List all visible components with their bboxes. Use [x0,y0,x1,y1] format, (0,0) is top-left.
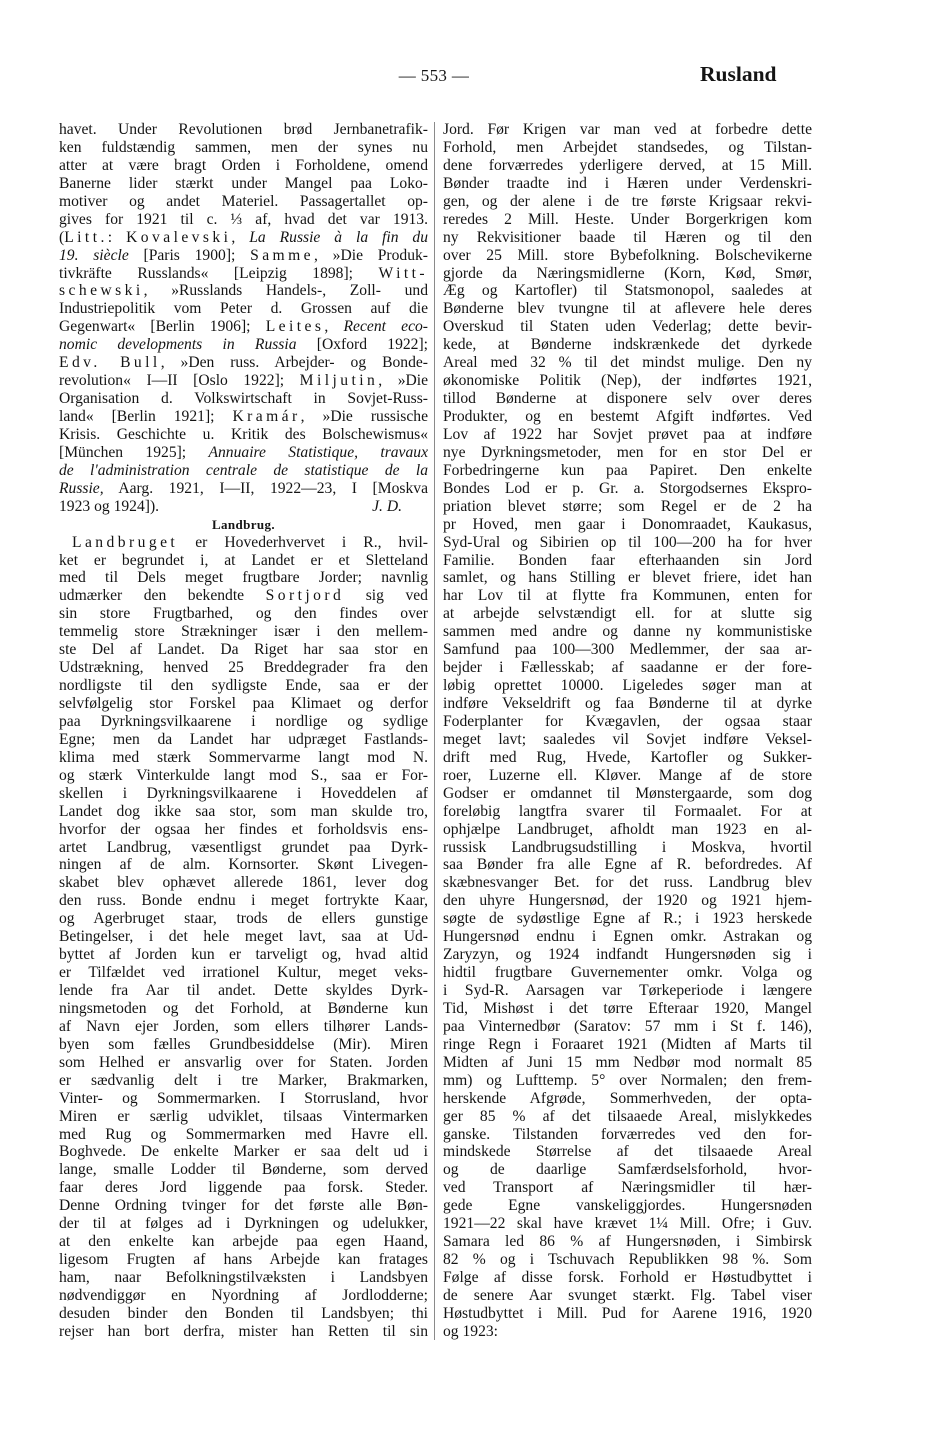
running-title: Rusland [700,62,777,86]
right-column-line: Følge af disse forsk. Forhold er Høstudbyttet i [443,1269,812,1286]
right-column-line: at arbejde selvstændigt ell. for at slutte sig [443,605,812,623]
right-column-line: den uhyre Hungersnød, der 1920 og 1921 hjem- [443,892,812,910]
right-column-line: russisk Landbrugsudstilling i Moskva, hvortil [443,838,812,856]
left-column-line: selvfølgelig stor Forskel paa Klimaet og derfor [59,695,428,712]
left-column-line: hvorfor der ogsaa her findes et forholdsvis ens- [59,820,428,838]
right-column-line: økonomiske Politik (Nep), der indførtes 1921, [443,372,812,390]
text-run: [München 1925]; [59,443,209,461]
right-column-line: Samfund paa 100—300 Medlemmer, der saa ar- [443,641,812,659]
column-divider [434,122,435,1340]
right-column-line: i Syd-R. Aarsagen var Tørkeperiode i længere [443,982,812,999]
left-column-line: byen som fælles Grundbesiddelse (Mir). Miren [59,1035,428,1053]
left-column-line: af Navn ejer Jorden, som ellers tilhører Lands- [59,1017,428,1035]
right-column-line: samlet, og hans Stilling er blevet friere, idet han [443,569,812,587]
text-run: tivkräfte Russlands« [Leipzig 1898]; [59,264,379,282]
left-column-line: lende fra Aar til andet. Dette skyldes Dyrk- [59,982,428,999]
right-column-line: Hungersnød endnu i Egnen omkr. Astrakan og [443,928,812,946]
text-run: 1923 og 1924]). [59,497,160,515]
left-column-line: Betingelser, i det hele meget lavt, saa at Ud- [59,928,428,946]
left-column-line: med Rug og Sommermarken med Havre ell. [59,1125,428,1143]
left-column-line [59,462,428,480]
left-column-line: faar deres Jord liggende paa forsk. Steder. [59,1179,428,1197]
text-run: [Oxford 1922]; [296,336,428,354]
section-heading: Landbrug. [211,516,276,532]
text-run: , »Die russische [300,408,428,425]
left-column-line: Denne Ordning tvinger for det første alle Bøn- [59,1197,428,1215]
left-column-line: som Helhed er ansvarlig over for Staten. Jorden [59,1053,428,1071]
right-column-line: Bønder traadte ind i Hæren under Verdenskri- [443,174,812,192]
right-column-line: Tid, Mishøst i det tørre Efteraar 1920, Mangel [443,999,812,1017]
right-column-line: mindskede Størrelse af det tilsaaede Areal [443,1143,812,1161]
italic-text: nomic developments in Russia [59,336,297,354]
text-run: Gegenwart« [Berlin 1906]; [59,318,266,336]
left-column-line [59,444,428,462]
right-column-line: de senere Aar svunget stærkt. Flg. Tabel viser [443,1286,812,1304]
right-column-line: gede Egne vanskeliggjordes. Hungersnøden [443,1197,812,1215]
right-column-line: Overskud til Staten uden Vederlag; dette bevir- [443,318,812,336]
spaced-text: Landbruget [72,533,179,551]
right-column-line: priation blevet større; som Regel er de 2 ha [443,497,812,515]
right-column-line: drift med Rug, Hvede, Kartofler og Sukker- [443,748,812,766]
left-column-line: gives for 1921 til c. ⅓ af, hvad det var 1913. [59,210,428,228]
left-column-line [59,354,428,372]
right-column-line: hidtil frugtbare Guvernementer omkr. Volga og [443,964,812,982]
right-column-line: 82 % og i Tschuvach Republikken 98 %. Som [443,1251,812,1269]
left-column-line: ken fuldstændig sammen, men der synes nu [59,138,428,156]
right-column-line: pr Hoved, men gaar i Donomraadet, Kaukasus, [443,515,812,533]
left-column-line: rejser han bort derfra, mister han Retten til sin [59,1322,428,1340]
right-column-line: Produkter, og en bestemt Afgift indførtes. Ved [443,408,812,425]
left-column-line: den russ. Bonde endnu i meget fortrykte Kaar, [59,892,428,910]
spaced-text: Witt- [378,264,428,282]
right-column-line: løbig oprettet 10000. Ligeledes søger man at [443,677,812,695]
left-column-line [59,480,428,498]
right-column-line: saa Bønder fra alle Egne af R. befordredes. Af [443,856,812,874]
right-column-line: Bondes Lod er p. Gr. a. Storgodsernes Ekspro- [443,479,812,497]
left-column-line: desuden binder den Bonden til Landsbyen; thi [59,1304,428,1322]
left-column-line [59,229,428,247]
spaced-text: Kramár [232,408,301,425]
right-column-line: Høstudbyttet i Mill. Pud for Aarene 1916, 1920 [443,1304,812,1322]
right-column-line: indføre Vekseldrift og faa Bønderne til at dyrke [443,695,812,712]
right-column-line: skæbnesvanger Bet. for det russ. Landbrug blev [443,874,812,892]
left-column-line: ligesom Frugten af hans Arbejde kan fratages [59,1251,428,1269]
right-column-line: gen, og der alene i de tre første Krigsaar rekvi- [443,192,812,210]
text-run: er Hovederhvervet i R., hvil- [178,533,428,551]
left-column-line: Organisation d. Volkswirtschaft in Sovjet-Russ- [59,390,428,408]
right-column-line: Forhold, men Arbejdet standsedes, og Tilstan- [443,138,812,156]
spaced-text: Edv. Bull [59,354,161,372]
right-column-line: dene forværredes yderligere derved, at 15 Mill. [443,156,812,174]
left-column-line: ham, naar Befolkningstilvæksten i Landsbyen [59,1269,428,1286]
left-column-line: skabet blev ophævet allerede 1861, lever dog [59,874,428,892]
right-text-column [443,121,812,1341]
text-run: [Paris 1900]; [128,246,251,264]
spaced-text: Litt. [64,228,108,246]
left-column-line: paa Dyrkningsvilkaarene i nordlige og sydlige [59,712,428,730]
right-column-line: Godser er omdannet til Mønstergaarde, som dog [443,784,812,802]
right-column-line: tillod Bønderne at disponere selv over deres [443,390,812,408]
right-column-line: over 25 Mill. store Bybefolkning. Bolschevikerne [443,246,812,264]
right-column-line: herskende Afgrøde, Sommerhveden, der opta- [443,1089,812,1107]
right-column-line: Zaryzyn, og 1924 indfandt Hungersnøden sig i [443,946,812,964]
text-run: , [324,318,344,336]
left-column-line: ket er begrundet i, at Landet er et Sletteland [59,551,428,569]
left-column-line: ningsmetoden og det Forhold, at Bønderne kun [59,999,428,1017]
signature: J. D. [372,497,402,515]
right-column-line: meget lavt; saaledes vil Sovjet indføre Veksel- [443,730,812,748]
left-column-line [59,498,428,516]
left-column-line [59,372,428,390]
left-column-line [59,587,428,605]
text-run: : [107,228,127,246]
left-column-line [59,247,428,265]
right-column-line: bejder i Fællesskab; af saadanne er der fore- [443,659,812,677]
left-column-line: nødvendiggør en Nyordning af Jordlodderne; [59,1286,428,1304]
left-column-line [59,282,428,300]
right-column-line: ger 85 % af det tilsaaede Areal, mislykkedes [443,1107,812,1125]
right-column-line: foreløbig langtfra svarer til Formaalet. For at [443,802,812,820]
right-column-line: Samara led 86 % af Hungersnøden, i Simbirsk [443,1233,812,1251]
left-column-line [59,318,428,336]
text-run: , »Die Produk- [314,246,428,264]
left-text-column [59,121,428,1341]
left-column-line [59,336,428,354]
spaced-text: schewski [59,282,144,300]
text-run: sig ved [344,587,428,605]
left-column-line [59,408,428,426]
right-column-line: kede, at Bønderne indskrænkede det dyrkede [443,336,812,354]
spaced-text: Kovalevski [126,228,232,246]
italic-text: Recent eco- [343,318,428,336]
text-run: revolution« I—II [Oslo 1922]; [59,372,300,390]
page-number: — 553 — [398,66,470,85]
left-column-line: Boghvede. De enkelte Marker er saa delt ud i [59,1143,428,1161]
left-column-line: er sædvanlig delt i tre Marker, Brakmarken, [59,1071,428,1089]
text-run: land« [Berlin 1921]; [59,408,233,425]
left-column-line: ste Del af Landet. Da Riget har saa stor en [59,641,428,659]
left-column-line: Udstrækning, henved 25 Breddegrader fra den [59,659,428,677]
spaced-text: Sortjord [265,587,345,605]
text-run: , »Den russ. Arbejder- og Bonde- [160,354,428,372]
left-column-line: ningen af de alm. Kornsorter. Skønt Livegen- [59,856,428,874]
right-column-line: ophjælpe Landbruget, afholdt man 1923 en al- [443,820,812,838]
right-column-line: Foderplanter for Kvægavlen, der ogsaa staar [443,712,812,730]
right-column-line: Forbedringerne kun paa Papiret. Den enkelte [443,461,812,479]
left-column-line: klima med stærk Sommervarme langt mod N. [59,748,428,766]
left-column-line: der til at følges ad i Dyrkningen og udelukker, [59,1215,428,1233]
right-column-line: mm) og Lufttemp. 5° over Normalen; den frem- [443,1071,812,1089]
right-column-line: Æg og Kartofler) til Statsmonopol, saaledes at [443,282,812,300]
right-column-line: søgte de sydøstlige Egne af R.; i 1923 herskede [443,910,812,928]
left-column-line: Landet dog ikke saa stor, som man skulde tro, [59,802,428,820]
right-column-line: sammen med andre og danne ny kommunistiske [443,623,812,641]
text-run: , »Russlands Handels-, Zoll- und [143,282,428,300]
right-column-line: ganske. Tilstanden forværredes ved den for- [443,1125,812,1143]
left-column-line: og Agerbruget staar, trods de ellers gunstige [59,910,428,928]
left-column-line: Industriepolitik vom Peter d. Grossen auf die [59,300,428,318]
spaced-text: Leites [265,318,325,336]
right-column-line: paa Vinternedbør (Saratov: 57 mm i St f. 146), [443,1017,812,1035]
right-column-line: Areal med 32 % til det mindst mulige. Den ny [443,354,812,372]
left-column-line: nordligste til den sydligste Ende, saa er der [59,677,428,695]
left-column-line: sin store Frugtbarhed, og den findes over [59,605,428,623]
left-column-line: motiver og andet Materiel. Passagertallet op- [59,192,428,210]
left-column-line: Miren er særlig udviklet, tilsaas Vintermarken [59,1107,428,1125]
italic-text: La Russie à la fin du [249,228,429,246]
right-column-line [443,1323,812,1341]
right-column-line: ny Rekvisitioner baade til Hæren og til den [443,228,812,246]
right-column-line: og de daarlige Samfærdselsforhold, hvor- [443,1161,812,1179]
text-run: ( [59,228,65,246]
right-column-line: Lov af 1922 har Sovjet prøvet paa at indføre [443,425,812,443]
right-column-line: 1921—22 skal have krævet 1¼ Mill. Ofre; i Guv. [443,1215,812,1233]
text-run: og 1923: [443,1322,499,1340]
left-column-line [59,265,428,283]
left-column-line: er Tilfældet ved irrationel Kultur, meget veks- [59,964,428,982]
left-column-line: Vinter- og Sommermarken. I Storrusland, hvor [59,1089,428,1107]
left-column-line: byttet af Jorden kun er tarveligt og, hvad altid [59,946,428,964]
right-column-line: Midten af Juni 15 mm Nedbør mod normalt 85 [443,1053,812,1071]
left-column-line: med til Dels meget frugtbare Jorder; navnlig [59,569,428,587]
left-column-line: atter at være bragt Orden i Forholdene, omend [59,156,428,174]
left-column-line [59,534,428,552]
left-column-line: og stærk Vinterkulde langt mod S., saa er For- [59,766,428,784]
italic-text: 19. siècle [59,246,129,264]
right-column-line: Familie. Bonden faar efterhaanden sin Jord [443,551,812,569]
italic-text: Russie, [59,479,104,497]
left-column-line: at den enkelte kan arbejde paa egen Haand, [59,1233,428,1251]
right-column-line: har Lov til at flytte fra Kommunen, enten for [443,587,812,605]
left-column-line: temmelig store Strækninger især i den mellem- [59,623,428,641]
right-column-line: Syd-Ural og Sibirien op til 100—200 ha for hver [443,533,812,551]
spaced-text: Samme [250,246,315,264]
text-run: udmærker den bekendte [59,587,266,605]
right-column-line: reredes 2 Mill. Heste. Under Borgerkrigen kom [443,210,812,228]
italic-text: Annuaire Statistique, travaux [208,443,428,461]
right-column-line: Jord. Før Krigen var man ved at forbedre dette [443,121,812,138]
right-column-line: roer, Luzerne ell. Kløver. Mange af de store [443,766,812,784]
spaced-text: Miljutin [299,372,379,390]
right-column-line: ringe Regn i Foraaret 1921 (Midten af Marts til [443,1035,812,1053]
left-column-line: havet. Under Revolutionen brød Jernbanetrafik- [59,121,428,138]
italic-text: de l'administration centrale de statistique de la [59,461,428,479]
text-run: , »Die [378,372,428,390]
left-column-line: lange, smalle Lodder til Bønderne, som derved [59,1161,428,1179]
text-run: , [231,228,250,246]
left-column-line: Egne; men da Landet har udpræget Fastlands- [59,730,428,748]
right-column-line: Bønderne blev tvungne til at aflevere hele deres [443,300,812,318]
right-column-line: nye Dyrkningsmetoder, men for en stor Del er [443,443,812,461]
left-column-line: Krisis. Geschichte u. Kritik des Bolschewismus« [59,425,428,443]
left-column-line: Banerne lider stærkt under Mangel paa Loko- [59,174,428,192]
left-column-line: skellen i Dyrkningsvilkaarene i Hoveddelen af [59,784,428,802]
left-column-line: artet Landbrug, væsentligst grundet paa Dyrk- [59,838,428,856]
right-column-line: ved Transport af Næringsmidler til hær- [443,1179,812,1197]
text-run: Aarg. 1921, I—II, 1922—23, I [Moskva [103,479,428,497]
right-column-line: gjorde da Næringsmidlerne (Korn, Kød, Smør, [443,264,812,282]
